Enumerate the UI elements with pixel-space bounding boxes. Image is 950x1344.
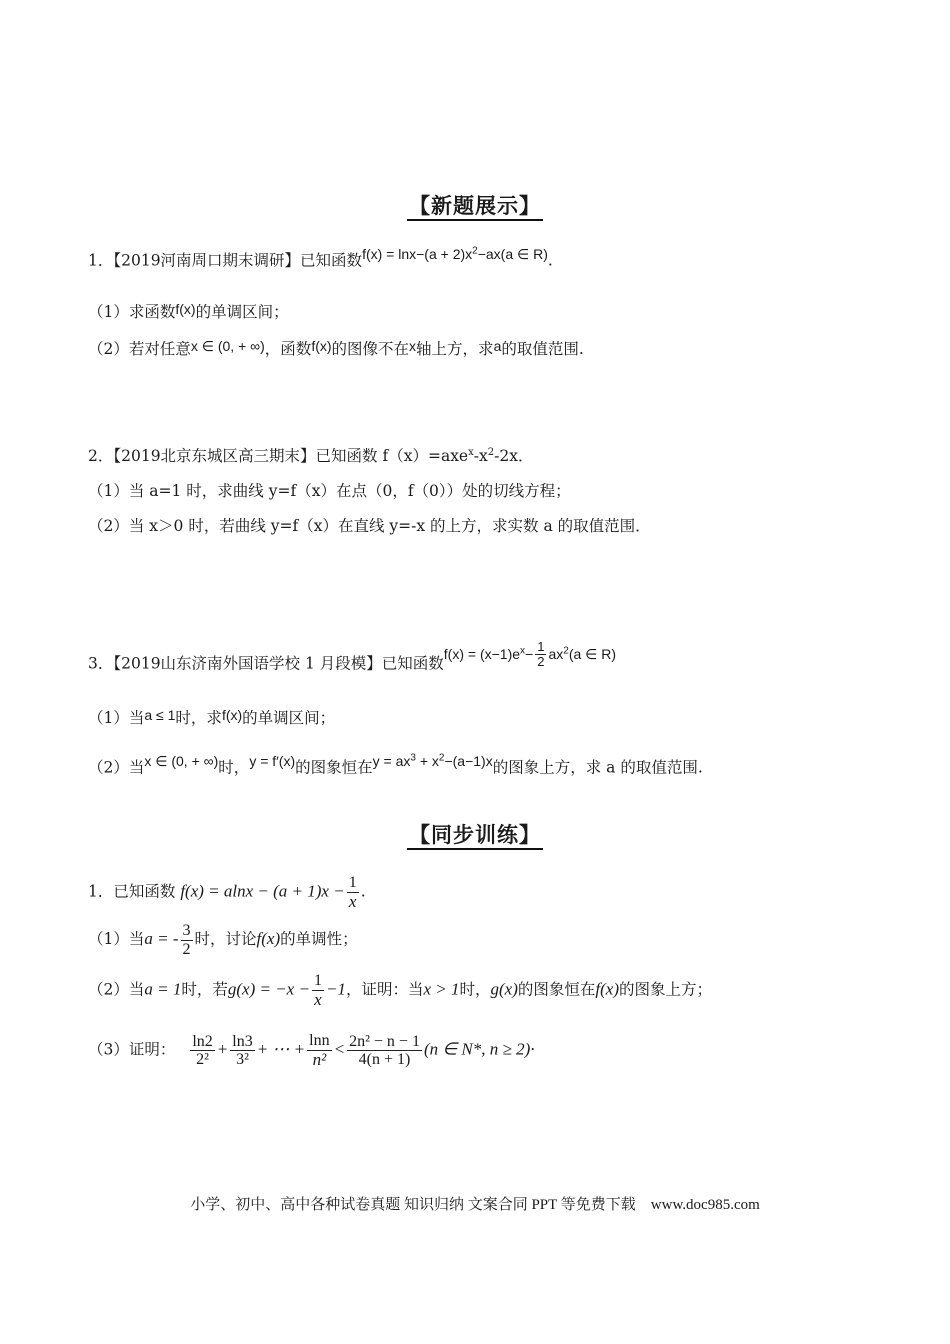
problem-3-question-2: （2）当x ∈ (0, + ∞)时，y = f′(x)的图象恒在$y = ax^3 + x^2-(a-1)x$的图象上方，求 a 的取值范围. xyxy=(88,752,703,777)
problem-2-statement: 2．【2019北京东城区高三期末】已知函数 $f(x)=axe^x-x^2-2x$． xyxy=(88,447,534,466)
section-title-new-problems: 【新题展示】 xyxy=(0,190,950,220)
training-1-statement: 1．已知函数 f(x) = alnx − (a + 1)x − $\frac{1}{x}$ . xyxy=(88,874,366,911)
footer-text: 小学、初中、高中各种试卷真题 知识归纳 文案合同 PPT 等免费下载 www.doc985.com xyxy=(190,1197,760,1213)
problem-1-question-1: （1）求函数f(x)的单调区间； xyxy=(88,301,289,321)
problem-3-statement: 3．【2019山东济南外国语学校 1 月段模】已知函数$f(x) = (x-1)e^x-$ $\frac{1}{2}$ $ax^2(a$ ∈ R) xyxy=(88,639,617,673)
problem-3-question-1: （1）当a ≤ 1时，求f(x)的单调区间； xyxy=(88,707,336,727)
training-1-question-3: （3）证明： $\frac{\ln 2}{\text{2²}}$ + $\frac{\ln 3}{\text{3²}}$ + ⋯ + $\frac{\ln n}{\text{n²}}$ < $\frac{\text{2n² − n − 1}}{4(n + 1)}$ (n ∈ N*, n ≥ 2)· xyxy=(88,1032,536,1069)
problem-1-statement: 1．【2019河南周口期末调研】已知函数$f(x) = \ln x-(a + 2)x^2-ax(a$ ∈ R). xyxy=(88,245,553,270)
section-title-sync-training: 【同步训练】 xyxy=(0,819,950,849)
training-1-question-2: （2）当a = 1时，若g(x) = −x − $\frac{1}{x}$ −1，证明：当x > 1时，g(x)的图象恒在f(x)的图象上方； xyxy=(88,972,712,1009)
problem-2-question-2: （2）当 x＞0 时，若曲线 y=f（x）在直线 y=-x 的上方，求实数 a 的取值范围． xyxy=(88,517,651,535)
problem-2-question-1: （1）当 a=1 时，求曲线 y=f（x）在点（0，f（0））处的切线方程； xyxy=(88,482,571,500)
problem-1-question-2: （2）若对任意x ∈ (0, + ∞)，函数f(x)的图像不在x轴上方，求a的取值范围. xyxy=(88,338,584,358)
training-1-question-1: （1）当a = - $\frac{3}{2}$ 时，讨论f(x)的单调性； xyxy=(88,922,358,958)
